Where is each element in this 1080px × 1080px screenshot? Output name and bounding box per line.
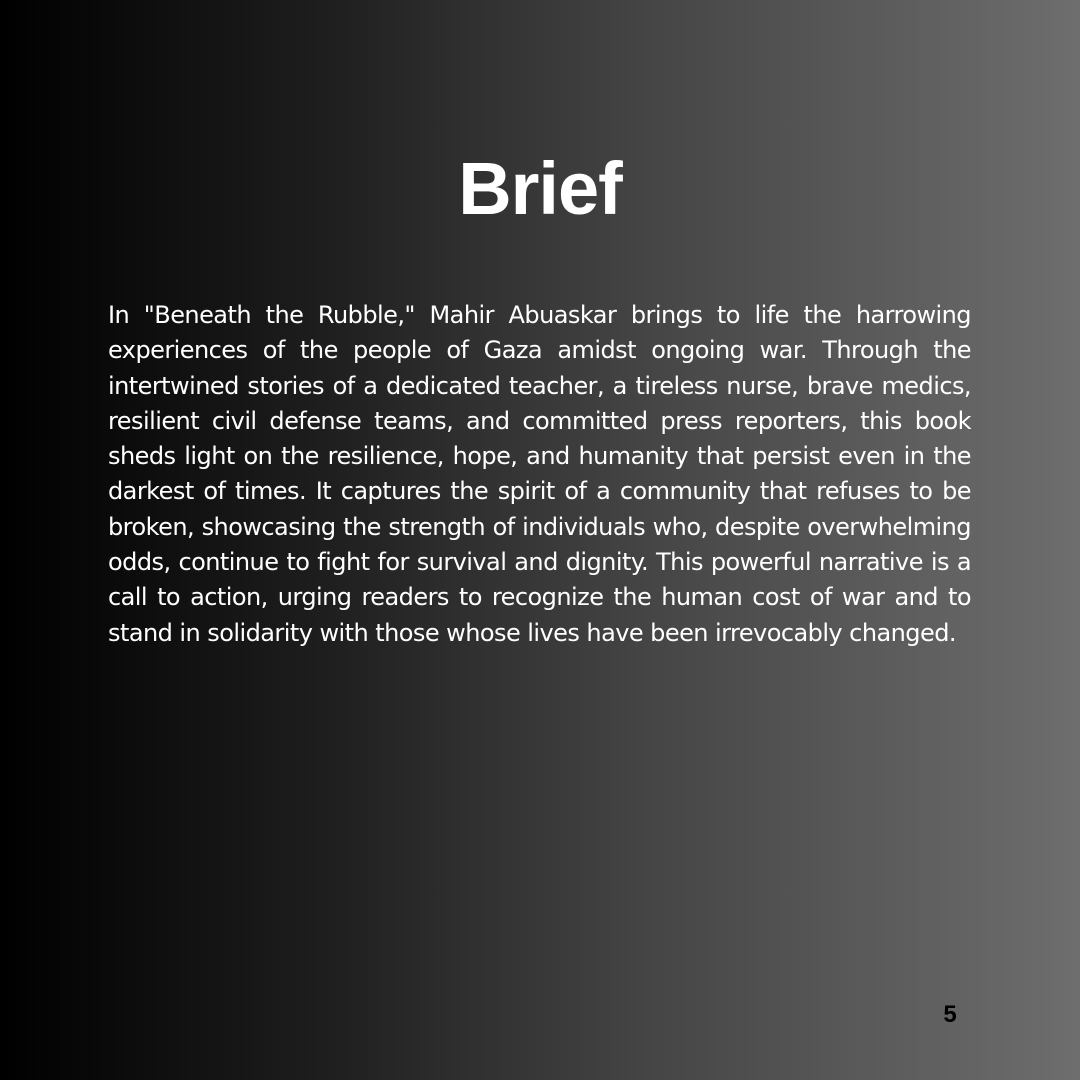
brief-paragraph: In "Beneath the Rubble," Mahir Abuaskar brings to life the harrowing experiences of the people of Gaza amidst ongoing war. Through the intertwined stories of a dedicated teacher, a tireless nurse, brave medics, resilient civil defense teams, and committed press reporters, this book sheds light on the resilience, hope, and humanity that persist even in the darkest of times. It captures the spirit of a community that refuses to be broken, showcasing the strength of individuals who, despite overwhelming odds, continue to fight for survival and dignity. This powerful narrative is a call to action, urging readers to recognize the human cost of war and to stand in solidarity with those whose lives have been irrevocably changed.	[108, 301, 971, 647]
page-title: Brief	[458, 147, 622, 230]
page-number: 5	[943, 1001, 957, 1028]
